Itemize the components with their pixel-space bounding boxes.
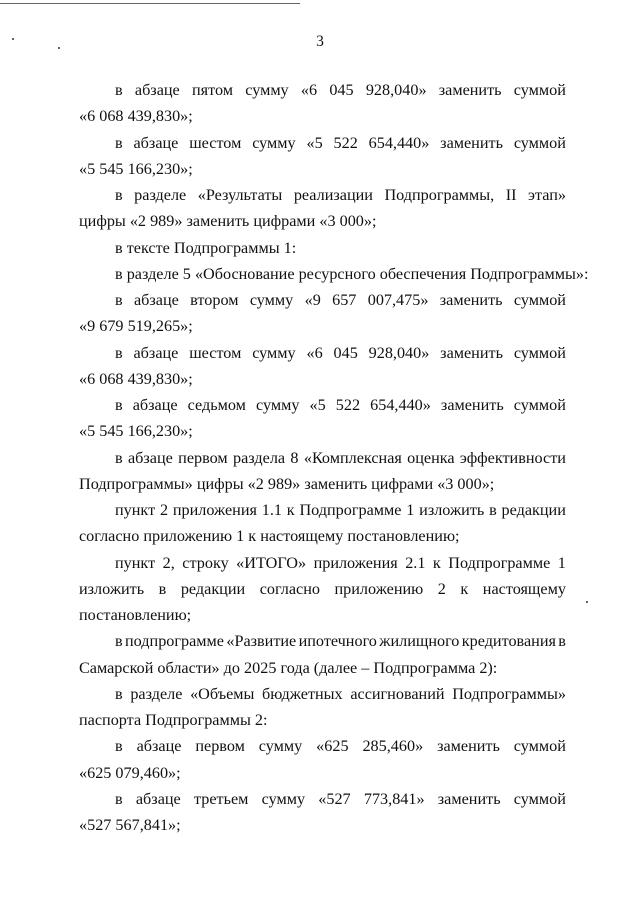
- text-word: II: [505, 186, 517, 204]
- text-line: [79, 499, 566, 521]
- text-word: Подпрограмме: [299, 501, 402, 519]
- text-line: [79, 683, 566, 705]
- text-word: 928,040»: [368, 343, 430, 362]
- text-line: [79, 79, 566, 101]
- text-line: [79, 447, 566, 469]
- text-line: [79, 158, 566, 180]
- text-word: 1: [557, 553, 566, 572]
- text-line: [79, 210, 566, 232]
- text-word: к: [432, 553, 441, 572]
- text-word: 045: [329, 81, 354, 99]
- text-word: оценка: [407, 448, 455, 467]
- text-word: абзаце: [135, 789, 181, 808]
- text-word: изложить: [419, 501, 485, 519]
- text-line: [79, 263, 589, 285]
- text-line: [79, 762, 566, 784]
- text-line: [79, 552, 566, 574]
- text-word: в: [115, 133, 123, 152]
- text-word: 1: [406, 501, 415, 519]
- text-word: «5: [306, 133, 323, 152]
- text-line: [79, 604, 566, 626]
- text-word: согласно: [259, 579, 320, 598]
- text-word: сумму: [261, 789, 306, 808]
- text-line: [79, 578, 566, 600]
- text-word: кредитования: [461, 632, 556, 651]
- text-word: «Развитие: [226, 632, 297, 651]
- text-word: жилищного: [379, 632, 460, 651]
- text-word: к: [460, 579, 469, 598]
- text-word: в: [115, 396, 123, 414]
- text-word: Подпрограмме: [448, 553, 551, 572]
- text-word: в: [115, 81, 123, 99]
- text-word: пункт: [115, 553, 156, 572]
- text-word: «6: [306, 343, 323, 362]
- text-word: к: [286, 501, 295, 519]
- text-word: шестом: [189, 343, 242, 362]
- text-line: [79, 105, 566, 127]
- text-word: приложения: [313, 553, 398, 572]
- text-segment: «6 068 439,830»;: [79, 107, 193, 126]
- text-word: «Объемы: [190, 684, 255, 703]
- text-line: [79, 814, 566, 836]
- text-word: 2: [437, 579, 446, 598]
- text-line: [79, 368, 566, 390]
- text-line: [79, 630, 566, 652]
- text-word: абзаце: [133, 343, 179, 362]
- text-segment: Самарской области» до 2025 года (далее – Подпрограмма 2):: [79, 658, 498, 677]
- text-line: [79, 237, 566, 259]
- text-word: раздела: [233, 448, 286, 467]
- text-word: 2,: [162, 553, 175, 572]
- text-word: 8: [290, 448, 299, 467]
- text-word: 654,440»: [368, 133, 430, 152]
- text-word: изложить: [79, 579, 145, 598]
- text-word: сумму: [252, 133, 296, 152]
- text-line: [79, 420, 566, 442]
- text-word: седьмом: [187, 396, 246, 414]
- text-line: [79, 709, 566, 731]
- text-word: абзаце: [136, 737, 182, 756]
- text-word: в: [115, 684, 123, 703]
- text-line: [79, 394, 566, 416]
- scan-speck: [586, 601, 588, 603]
- text-segment: «6 068 439,830»;: [79, 369, 193, 388]
- text-word: 657: [332, 291, 357, 309]
- text-word: в: [115, 343, 123, 362]
- text-word: сумму: [249, 291, 294, 309]
- text-word: сумму: [258, 737, 303, 756]
- text-word: ипотечного: [298, 632, 377, 651]
- text-segment: «527 567,841»;: [79, 816, 181, 834]
- text-word: в: [558, 632, 566, 651]
- text-word: «6: [300, 81, 318, 99]
- text-word: суммой: [513, 737, 566, 756]
- text-word: «ИТОГО»: [236, 553, 307, 572]
- text-word: настоящему: [482, 579, 566, 598]
- text-word: втором: [190, 291, 239, 309]
- text-word: эффективности: [459, 448, 566, 467]
- text-word: приложения: [172, 501, 257, 519]
- text-word: первом: [178, 448, 228, 467]
- text-word: 522: [335, 396, 361, 414]
- text-word: «625: [316, 737, 349, 756]
- text-word: в: [115, 789, 123, 808]
- text-word: в: [115, 448, 123, 467]
- text-word: 773,841»: [363, 789, 425, 808]
- text-word: третьем: [193, 789, 249, 808]
- text-word: Подпрограммы»: [452, 684, 566, 703]
- text-line: [79, 289, 566, 311]
- text-word: пятом: [191, 81, 233, 99]
- text-word: ассигнований: [350, 684, 445, 703]
- text-line: [79, 473, 566, 495]
- text-word: суммой: [513, 396, 566, 414]
- text-word: суммой: [513, 789, 566, 808]
- text-word: суммой: [513, 81, 566, 99]
- text-word: подпрограмме: [125, 632, 224, 651]
- text-word: абзаце: [134, 81, 180, 99]
- text-word: этап»: [528, 186, 566, 204]
- text-word: бюджетных: [262, 684, 343, 703]
- text-word: строку: [182, 553, 229, 572]
- text-segment: Подпрограммы» цифры «2 989» заменить цифрами «3 000»;: [79, 474, 495, 493]
- text-segment: согласно приложению 1 к настоящему постановлению;: [79, 527, 460, 546]
- text-word: в: [115, 291, 123, 309]
- text-word: приложению: [334, 579, 424, 598]
- text-word: заменить: [440, 133, 503, 152]
- text-word: в: [115, 186, 123, 204]
- text-word: редакции: [501, 501, 566, 519]
- text-word: абзаце: [132, 396, 178, 414]
- text-segment: паспорта Подпрограммы 2:: [79, 711, 268, 729]
- text-line: [79, 132, 566, 154]
- text-word: 2.1: [405, 553, 426, 572]
- text-segment: постановлению;: [79, 606, 192, 624]
- text-word: 045: [333, 343, 358, 362]
- text-word: 654,440»: [370, 396, 431, 414]
- text-word: абзаце: [127, 448, 173, 467]
- text-word: «Комплексная: [303, 448, 402, 467]
- text-word: «Результаты: [197, 186, 283, 204]
- text-word: в: [115, 737, 123, 756]
- text-word: в: [115, 632, 123, 651]
- text-word: пункт: [115, 501, 156, 519]
- text-segment: «625 079,460»;: [79, 763, 181, 782]
- text-segment: в разделе 5 «Обоснование ресурсного обеспечения Подпрограммы»:: [115, 264, 589, 283]
- text-word: 1.1: [261, 501, 282, 519]
- text-word: в: [158, 579, 167, 598]
- text-word: сумму: [245, 81, 289, 99]
- text-word: заменить: [437, 789, 501, 808]
- text-word: шестом: [189, 133, 242, 152]
- text-word: разделе: [134, 186, 187, 204]
- text-word: заменить: [438, 81, 502, 99]
- page-number: 3: [316, 33, 324, 50]
- text-word: в: [489, 501, 497, 519]
- text-word: суммой: [513, 291, 566, 309]
- text-line: [79, 735, 566, 757]
- text-word: абзаце: [133, 291, 179, 309]
- text-word: суммой: [513, 133, 566, 152]
- text-line: [79, 315, 566, 337]
- text-word: Подпрограммы,: [384, 186, 495, 204]
- top-border-line: [0, 3, 300, 4]
- text-line: [79, 657, 566, 679]
- text-word: 522: [333, 133, 358, 152]
- text-word: реализации: [293, 186, 373, 204]
- text-word: сумму: [252, 343, 296, 362]
- text-line: [79, 342, 566, 364]
- text-word: 2: [159, 501, 169, 519]
- text-segment: «5 545 166,230»;: [79, 159, 193, 178]
- text-word: первом: [195, 737, 245, 756]
- text-segment: «9 679 519,265»;: [79, 317, 193, 336]
- text-word: 928,040»: [365, 81, 427, 99]
- text-word: заменить: [437, 737, 500, 756]
- text-word: абзаце: [133, 133, 179, 152]
- text-word: «9: [304, 291, 321, 309]
- text-segment: цифры «2 989» заменить цифрами «3 000»;: [79, 212, 377, 231]
- text-word: редакции: [180, 579, 246, 598]
- text-line: [79, 525, 566, 547]
- text-word: 285,460»: [362, 737, 424, 756]
- text-word: суммой: [513, 343, 566, 362]
- text-word: «527: [318, 789, 351, 808]
- text-segment: в тексте Подпрограммы 1:: [115, 238, 297, 257]
- text-line: [79, 184, 566, 206]
- text-word: заменить: [440, 343, 503, 362]
- text-segment: «5 545 166,230»;: [79, 422, 193, 441]
- text-word: разделе: [130, 684, 183, 703]
- text-word: заменить: [440, 396, 504, 414]
- text-word: заменить: [439, 291, 503, 309]
- text-word: «5: [309, 396, 326, 414]
- text-line: [79, 788, 566, 810]
- text-word: сумму: [256, 396, 300, 414]
- text-word: 007,475»: [367, 291, 429, 309]
